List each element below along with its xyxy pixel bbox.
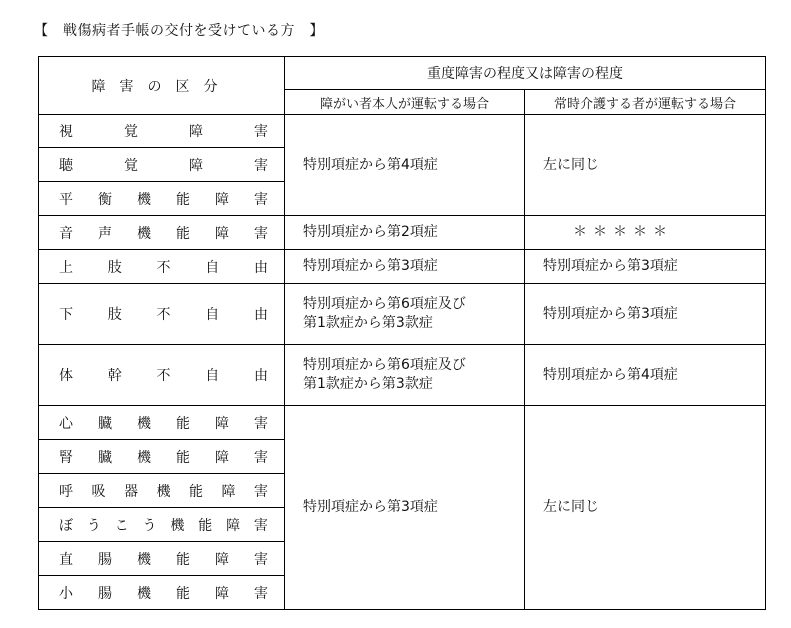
- category-cell: [39, 508, 285, 542]
- self-driving-text: 第1款症から第3款症: [303, 315, 433, 331]
- header-self-driving: 障がい者本人が運転する場合: [285, 90, 525, 115]
- caregiver-driving-text: 左に同じ: [543, 499, 599, 515]
- caregiver-driving-text: ＊＊＊＊＊: [573, 224, 673, 240]
- category-cell: [39, 284, 285, 345]
- table-row: [39, 216, 766, 250]
- category-cell: [39, 250, 285, 284]
- header-degree: 重度障害の程度又は障害の程度: [285, 57, 766, 90]
- header-category: 障害の区分: [39, 57, 285, 115]
- caregiver-driving-cell: [525, 115, 766, 216]
- caregiver-driving-text: 特別項症から第3項症: [543, 258, 678, 274]
- self-driving-text: 特別項症から第3項症: [303, 258, 438, 274]
- category-cell: [39, 474, 285, 508]
- caregiver-driving-cell: [525, 406, 766, 610]
- table-row: [39, 406, 766, 440]
- category-label: 心 臓 機 能 障 害: [59, 415, 268, 432]
- self-driving-cell: [285, 345, 525, 406]
- category-cell: [39, 542, 285, 576]
- category-label: 聴 覚 障 害: [59, 157, 268, 174]
- category-label: ぼ う こ う 機 能 障 害: [59, 517, 268, 534]
- self-driving-text: 特別項症から第3項症: [303, 499, 438, 515]
- caregiver-driving-cell: [525, 216, 766, 250]
- category-cell: [39, 216, 285, 250]
- self-driving-cell: [285, 216, 525, 250]
- table-row: [39, 345, 766, 406]
- caregiver-driving-text: 左に同じ: [543, 156, 599, 173]
- caregiver-driving-cell: [525, 284, 766, 345]
- category-cell: [39, 345, 285, 406]
- category-cell: [39, 115, 285, 148]
- self-driving-text: 特別項症から第6項症及び: [303, 357, 466, 373]
- caregiver-driving-cell: [525, 345, 766, 406]
- self-driving-cell: [285, 250, 525, 284]
- table-row: [39, 250, 766, 284]
- self-driving-text: 特別項症から第2項症: [303, 224, 438, 240]
- category-label: 直 腸 機 能 障 害: [59, 551, 268, 568]
- category-label: 呼 吸 器 機 能 障 害: [59, 483, 268, 500]
- caregiver-driving-cell: [525, 250, 766, 284]
- self-driving-text: 特別項症から第4項症: [303, 156, 438, 173]
- header-caregiver-driving: 常時介護する者が運転する場合: [525, 90, 766, 115]
- category-label: 音 声 機 能 障 害: [59, 225, 268, 242]
- category-label: 体 幹 不 自 由: [59, 368, 268, 384]
- self-driving-text: 特別項症から第6項症及び: [303, 296, 466, 312]
- category-label: 腎 臓 機 能 障 害: [59, 449, 268, 466]
- self-driving-cell: [285, 284, 525, 345]
- category-label: 上 肢 不 自 由: [59, 259, 268, 276]
- self-driving-cell: [285, 406, 525, 610]
- category-cell: [39, 148, 285, 182]
- category-label: 下 肢 不 自 由: [59, 307, 268, 323]
- category-cell: [39, 406, 285, 440]
- category-cell: [39, 440, 285, 474]
- category-label: 視 覚 障 害: [59, 124, 268, 140]
- category-label: 小 腸 機 能 障 害: [59, 585, 268, 602]
- self-driving-cell: [285, 115, 525, 216]
- disability-table: [38, 56, 766, 610]
- table-row: [39, 115, 766, 148]
- category-label: 平 衡 機 能 障 害: [59, 191, 268, 208]
- self-driving-text: 第1款症から第3款症: [303, 376, 433, 392]
- table-body: [39, 115, 766, 610]
- caregiver-driving-text: 特別項症から第4項症: [543, 366, 678, 383]
- category-cell: [39, 576, 285, 610]
- page-title: 【 戦傷病者手帳の交付を受けている方 】: [34, 23, 324, 39]
- table-row: [39, 284, 766, 345]
- caregiver-driving-text: 特別項症から第3項症: [543, 305, 678, 322]
- category-cell: [39, 182, 285, 216]
